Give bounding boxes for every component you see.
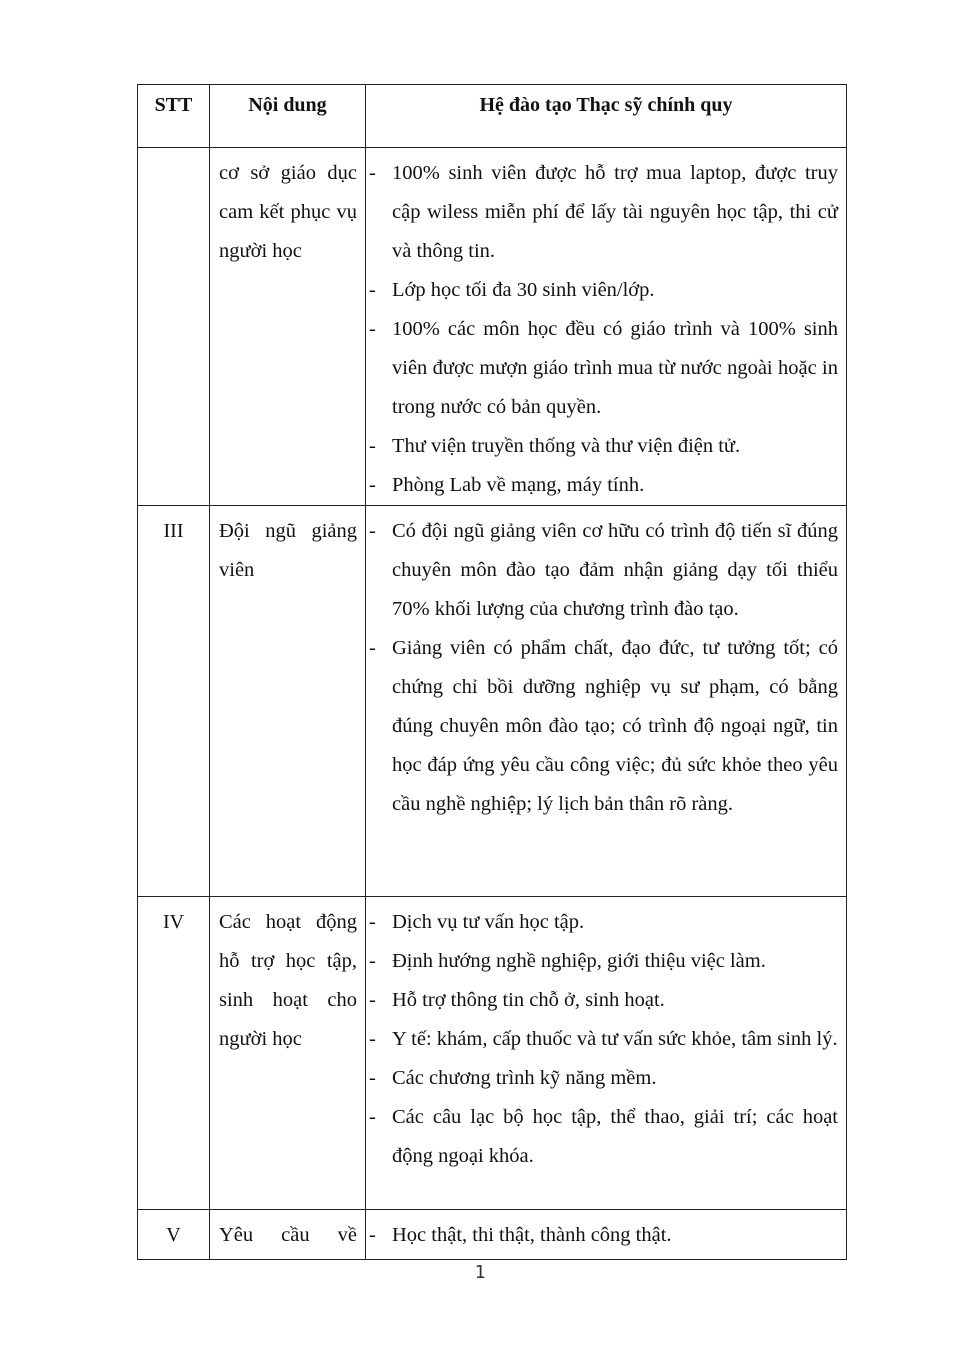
row-stt: IV xyxy=(138,897,210,1210)
list-item-text: Giảng viên có phẩm chất, đạo đức, tư tưởng tốt; có chứng chỉ bồi dưỡng nghiệp vụ sư phạm, có bằng đúng chuyên môn đào tạo; có trình độ ngoại ngữ, tin học đáp ứng yêu cầu công việc; đủ sức khỏe theo yêu cầu nghề nghiệp; lý lịch bản thân rõ ràng. xyxy=(392,637,838,815)
list-item-text: Học thật, thi thật, thành công thật. xyxy=(392,1224,672,1246)
list-item-text: 100% sinh viên được hỗ trợ mua laptop, được truy cập wiless miễn phí để lấy tài nguyên học tập, thi cử và thông tin. xyxy=(392,162,838,262)
row-items xyxy=(366,897,847,1210)
list-item: - Các câu lạc bộ học tập, thể thao, giải trí; các hoạt động ngoại khóa. xyxy=(369,1106,838,1167)
row-items xyxy=(366,148,847,506)
list-item-text: Định hướng nghề nghiệp, giới thiệu việc làm. xyxy=(392,950,766,972)
header-program: Hệ đào tạo Thạc sỹ chính quy xyxy=(366,85,847,148)
list-item: - Thư viện truyền thống và thư viện điện tử. xyxy=(369,435,741,457)
list-item-text: Hỗ trợ thông tin chỗ ở, sinh hoạt. xyxy=(392,989,665,1011)
list-item-text: Dịch vụ tư vấn học tập. xyxy=(392,911,585,933)
header-stt: STT xyxy=(138,85,210,148)
row-content-text: Đội ngũ giảng viên xyxy=(219,520,357,581)
row-content xyxy=(210,148,366,506)
header-content: Nội dung xyxy=(210,85,366,148)
row-content xyxy=(210,1210,366,1260)
row-items xyxy=(366,1210,847,1260)
list-item: - Định hướng nghề nghiệp, giới thiệu việc làm. xyxy=(369,950,766,972)
table-row xyxy=(138,148,847,506)
list-item-text: Các câu lạc bộ học tập, thể thao, giải trí; các hoạt động ngoại khóa. xyxy=(392,1106,838,1167)
row-content-text: Các hoạt động hỗ trợ học tập, sinh hoạt cho người học xyxy=(219,911,357,1050)
program-table xyxy=(137,84,847,1260)
list-item-text: Y tế: khám, cấp thuốc và tư vấn sức khỏe, tâm sinh lý. xyxy=(392,1028,838,1050)
list-item: - Giảng viên có phẩm chất, đạo đức, tư tưởng tốt; có chứng chỉ bồi dưỡng nghiệp vụ sư phạm, có bằng đúng chuyên môn đào tạo; có trình độ ngoại ngữ, tin học đáp ứng yêu cầu công việc; đủ sức khỏe theo yêu cầu nghề nghiệp; lý lịch bản thân rõ ràng. xyxy=(369,637,838,815)
row-stt: V xyxy=(138,1210,210,1260)
row-content-text: Yêu cầu về xyxy=(219,1224,357,1246)
row-stt xyxy=(138,148,210,506)
list-item: - Có đội ngũ giảng viên cơ hữu có trình độ tiến sĩ đúng chuyên môn đào tạo đảm nhận giảng dạy tối thiểu 70% khối lượng của chương trình đào tạo. xyxy=(369,520,838,620)
list-item: - 100% sinh viên được hỗ trợ mua laptop, được truy cập wiless miễn phí để lấy tài nguyên học tập, thi cử và thông tin. xyxy=(369,162,838,262)
list-item: - Các chương trình kỹ năng mềm. xyxy=(369,1067,657,1089)
table-row xyxy=(138,897,847,1210)
list-item-text: Có đội ngũ giảng viên cơ hữu có trình độ tiến sĩ đúng chuyên môn đào tạo đảm nhận giảng dạy tối thiểu 70% khối lượng của chương trình đào tạo. xyxy=(392,520,838,620)
list-item: - Hỗ trợ thông tin chỗ ở, sinh hoạt. xyxy=(369,989,665,1011)
table-row xyxy=(138,1210,847,1260)
list-item: - Dịch vụ tư vấn học tập. xyxy=(369,911,585,933)
list-item: - Lớp học tối đa 30 sinh viên/lớp. xyxy=(369,279,655,301)
row-content xyxy=(210,897,366,1210)
list-item-text: Lớp học tối đa 30 sinh viên/lớp. xyxy=(392,279,655,301)
row-content xyxy=(210,506,366,897)
table-row xyxy=(138,506,847,897)
list-item: - 100% các môn học đều có giáo trình và 100% sinh viên được mượn giáo trình mua từ nước ngoài hoặc in trong nước có bản quyền. xyxy=(369,318,838,418)
list-item: - Học thật, thi thật, thành công thật. xyxy=(369,1224,672,1246)
list-item-text: Phòng Lab về mạng, máy tính. xyxy=(392,474,645,496)
table-header-row xyxy=(138,85,847,148)
page-number: 1 xyxy=(474,1262,486,1283)
list-item-text: 100% các môn học đều có giáo trình và 100% sinh viên được mượn giáo trình mua từ nước ngoài hoặc in trong nước có bản quyền. xyxy=(392,318,838,418)
row-stt: III xyxy=(138,506,210,897)
list-item-text: Thư viện truyền thống và thư viện điện tử. xyxy=(392,435,741,457)
list-item-text: Các chương trình kỹ năng mềm. xyxy=(392,1067,657,1089)
list-item: - Y tế: khám, cấp thuốc và tư vấn sức khỏe, tâm sinh lý. xyxy=(369,1028,838,1050)
row-content-text: cơ sở giáo dục cam kết phục vụ người học xyxy=(219,162,357,262)
list-item: - Phòng Lab về mạng, máy tính. xyxy=(369,474,645,496)
row-items xyxy=(366,506,847,897)
